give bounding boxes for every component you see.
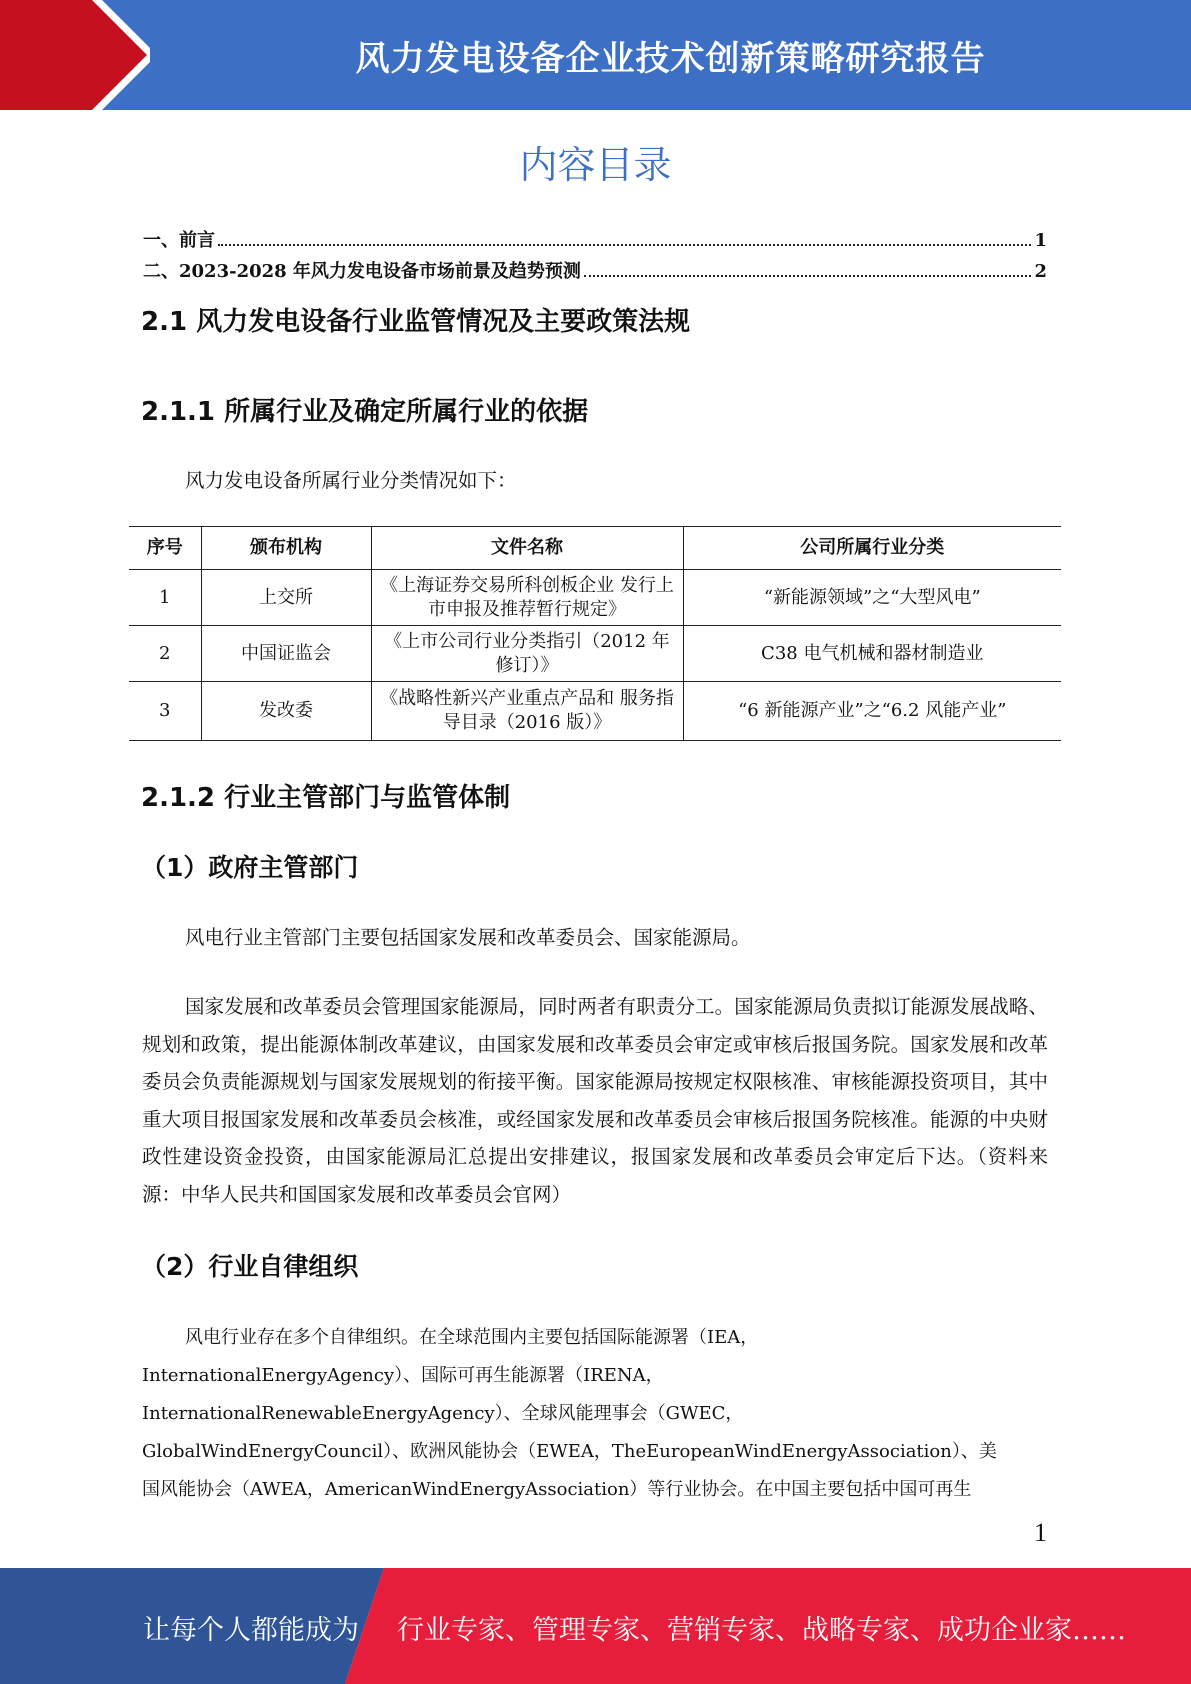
table-header-cell: 文件名称 — [371, 527, 683, 570]
toc-title: 内容目录 — [519, 143, 672, 187]
text-line: InternationalEnergyAgency）、国际可再生能源署（IRENA， — [142, 1365, 664, 1386]
table-header-row — [129, 527, 1061, 570]
toc-item[interactable] — [143, 257, 1047, 283]
section-heading-2-1-2: 2.1.2 行业主管部门与监管体制 — [141, 783, 511, 813]
section-heading-2-1: 2.1 风力发电设备行业监管情况及主要政策法规 — [141, 307, 691, 337]
table-cell: 《战略性新兴产业重点产品和 服务指导目录（2016 版）》 — [371, 682, 683, 741]
subsection-heading-government: （1）政府主管部门 — [141, 853, 359, 882]
toc-dot-leader — [584, 275, 1032, 277]
table-cell: 3 — [129, 682, 201, 741]
text-line: GlobalWindEnergyCouncil）、欧洲风能协会（EWEA，TheEuropeanWindEnergyAssociation）、美 — [142, 1441, 997, 1462]
table-cell: 《上海证券交易所科创板企业 发行上市申报及推荐暂行规定》 — [371, 570, 683, 626]
table-cell: 2 — [129, 626, 201, 682]
subsection-heading-self-regulatory: （2）行业自律组织 — [141, 1252, 359, 1281]
page-number: 1 — [1034, 1518, 1047, 1547]
table-cell: 中国证监会 — [201, 626, 371, 682]
table-cell: “6 新能源产业”之“6.2 风能产业” — [683, 682, 1061, 741]
table-cell: 上交所 — [201, 570, 371, 626]
toc-item-label: 一、前言 — [143, 230, 215, 251]
table-header-cell: 颁布机构 — [201, 527, 371, 570]
table-header-cell: 公司所属行业分类 — [683, 527, 1061, 570]
table-row — [129, 626, 1061, 682]
table-row — [129, 682, 1061, 741]
text-line: InternationalRenewableEnergyAgency）、全球风能理事会（GWEC， — [142, 1403, 744, 1424]
industry-classification-table — [129, 526, 1061, 741]
header-banner — [0, 0, 1191, 110]
table-row — [129, 570, 1061, 626]
toc-item-page: 2 — [1034, 261, 1047, 282]
paragraph-government-2: 国家发展和改革委员会管理国家能源局，同时两者有职责分工。国家能源局负责拟订能源发展战略、规划和政策，提出能源体制改革建议，由国家发展和改革委员会审定或审核后报国务院。国家发展和改革委员会负责能源规划与国家发展规划的衔接平衡。国家能源局按规定权限核准、审核能源投资项目，其中重大项目报国家发展和改革委员会核准，或经国家发展和改革委员会审核后报国务院核准。能源的中央财政性建设资金投资，由国家能源局汇总提出安排建议，报国家发展和改革委员会审定后下达。（资料来源：中华人民共和国国家发展和改革委员会官网） — [142, 995, 1048, 1206]
footer-slogan-left: 让每个人都能成为 — [143, 1615, 359, 1646]
report-title: 风力发电设备企业技术创新策略研究报告 — [355, 38, 986, 79]
table-header-cell: 序号 — [129, 527, 201, 570]
text-line: 风电行业存在多个自律组织。在全球范围内主要包括国际能源署（IEA， — [185, 1327, 759, 1348]
toc-dot-leader — [218, 244, 1031, 246]
toc-item-label: 二、2023-2028 年风力发电设备市场前景及趋势预测 — [143, 261, 581, 282]
text-line: 国风能协会（AWEA，AmericanWindEnergyAssociation）等行业协会。在中国主要包括中国可再生 — [142, 1479, 972, 1500]
table-cell: 发改委 — [201, 682, 371, 741]
toc-item-page: 1 — [1034, 230, 1047, 251]
table-cell: 《上市公司行业分类指引（2012 年修订）》 — [371, 626, 683, 682]
paragraph-self-regulatory — [142, 1319, 1062, 1509]
paragraph-government-1: 风电行业主管部门主要包括国家发展和改革委员会、国家能源局。 — [185, 926, 751, 949]
footer-slogan-right: 行业专家、管理专家、营销专家、战略专家、成功企业家…… — [397, 1615, 1126, 1646]
red-arrow-shape — [0, 0, 150, 110]
section-heading-2-1-1: 2.1.1 所属行业及确定所属行业的依据 — [141, 397, 589, 427]
toc-item[interactable] — [143, 226, 1047, 252]
table-cell: 1 — [129, 570, 201, 626]
table-cell: C38 电气机械和器材制造业 — [683, 626, 1061, 682]
intro-paragraph: 风力发电设备所属行业分类情况如下： — [185, 469, 517, 492]
table-cell: “新能源领域”之“大型风电” — [683, 570, 1061, 626]
